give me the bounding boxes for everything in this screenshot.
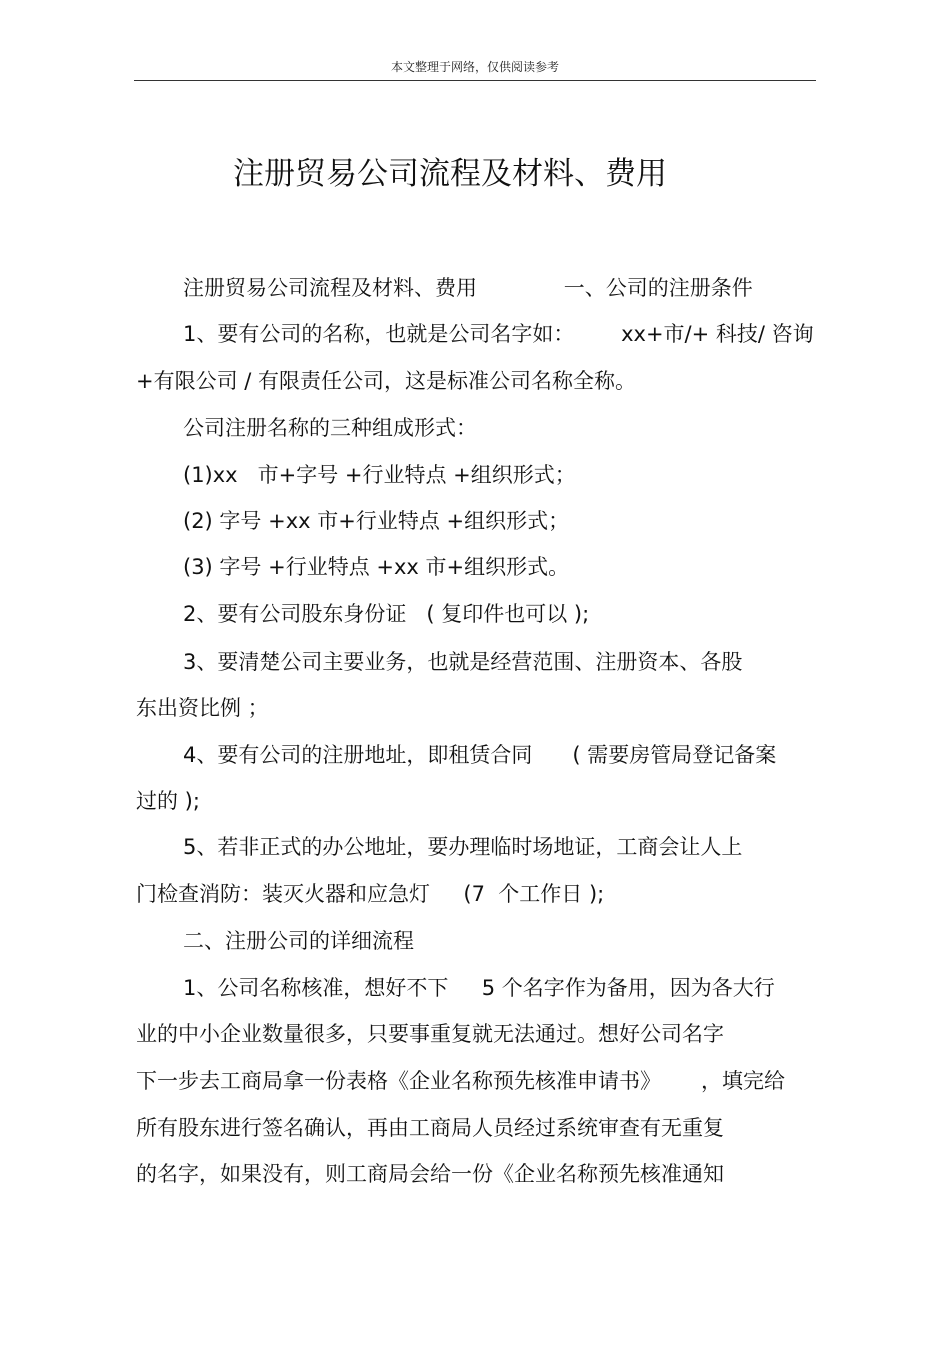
paragraph-line: 过的 ); (136, 789, 200, 813)
paragraph-line: 所有股东进行签名确认，再由工商局人员经过系统审查有无重复 (136, 1116, 724, 1140)
document-title: 注册贸易公司流程及材料、费用 (233, 156, 667, 192)
paragraph-line: 3、要清楚公司主要业务，也就是经营范围、注册资本、各股 (183, 650, 743, 674)
paragraph-line: 的名字，如果没有，则工商局会给一份《企业名称预先核准通知 (136, 1162, 724, 1186)
paragraph-line: 5、若非正式的办公地址，要办理临时场地证，工商会让人上 (183, 835, 743, 859)
paragraph-line: 1、公司名称核准，想好不下 5 个名字作为备用，因为各大行 (183, 976, 775, 1000)
paragraph-line: (3) 字号 +行业特点 +xx 市+组织形式。 (183, 555, 570, 579)
paragraph-line: 业的中小企业数量很多，只要事重复就无法通过。想好公司名字 (136, 1022, 724, 1046)
paragraph-line: 公司注册名称的三种组成形式： (183, 416, 477, 440)
paragraph-line: 东出资比例 ； (136, 696, 269, 720)
paragraph-line: 2、要有公司股东身份证 ( 复印件也可以 ); (183, 602, 590, 626)
paragraph-line: 注册贸易公司流程及材料、费用 一、公司的注册条件 (183, 276, 753, 300)
paragraph-line: 门检查消防：装灭火器和应急灯 (7 个工作日 ); (136, 882, 605, 906)
header-divider (134, 80, 816, 81)
paragraph-line: 4、要有公司的注册地址，即租赁合同 ( 需要房管局登记备案 (183, 743, 777, 767)
paragraph-line: 下一步去工商局拿一份表格《企业名称预先核准申请书》 ，填完给 (136, 1069, 786, 1093)
paragraph-line: (2) 字号 +xx 市+行业特点 +组织形式； (183, 509, 570, 533)
page-header: 本文整理于网络，仅供阅读参考 (390, 60, 559, 74)
paragraph-line: (1)xx 市+字号 +行业特点 +组织形式； (183, 463, 576, 487)
paragraph-line: 1、要有公司的名称，也就是公司名字如： xx+市/+ 科技/ 咨询 (183, 322, 814, 346)
section-heading: 二、注册公司的详细流程 (183, 929, 414, 953)
paragraph-line: +有限公司 / 有限责任公司，这是标准公司名称全称。 (136, 369, 637, 393)
